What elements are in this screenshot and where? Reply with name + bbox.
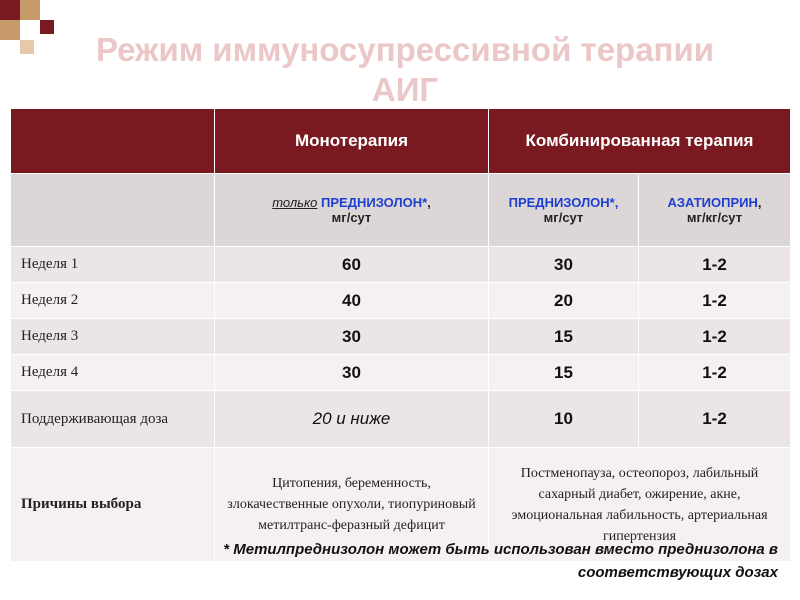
pred-dose: 20 <box>489 283 639 319</box>
aza-dose: 1-2 <box>639 355 791 391</box>
only-label: только <box>272 195 318 210</box>
reasons-mono: Цитопения, беременность, злокачественные опухоли, тиопуриновый метилтранс-феразный дефицит <box>215 448 489 562</box>
aza-dose: 1-2 <box>639 247 791 283</box>
subheader-empty-cell <box>11 174 215 247</box>
table-row <box>11 355 791 391</box>
row-label: Поддерживающая доза <box>11 391 215 448</box>
table-row <box>11 247 791 283</box>
header-monotherapy: Монотерапия <box>215 109 489 174</box>
mono-dose: 40 <box>215 283 489 319</box>
page-title: Режим иммуносупрессивной терапии АИГ <box>95 31 715 108</box>
pred-unit: мг/сут <box>543 210 584 225</box>
mono-dose: 30 <box>215 355 489 391</box>
row-label: Неделя 3 <box>11 319 215 355</box>
mono-dose: 30 <box>215 319 489 355</box>
header-row <box>11 109 791 174</box>
row-label: Неделя 4 <box>11 355 215 391</box>
aza-drug: АЗАТИОПРИН <box>667 195 758 210</box>
header-empty-cell <box>11 109 215 174</box>
reasons-combo: Постменопауза, остеопороз, лабильный сахарный диабет, ожирение, акне, эмоциональная лабильность, артериальная гипертензия <box>489 448 791 562</box>
row-label: Неделя 2 <box>11 283 215 319</box>
header-combination: Комбинированная терапия <box>489 109 791 174</box>
table-row <box>11 283 791 319</box>
footnote: * Метилпреднизолон может быть использован вместо преднизолона в соответствующих дозах <box>223 541 778 581</box>
subheader-row <box>11 174 791 247</box>
subheader-prednisolone <box>489 174 639 247</box>
pred-dose: 30 <box>489 247 639 283</box>
pred-dose: 15 <box>489 319 639 355</box>
table-row <box>11 391 791 448</box>
row-label: Неделя 1 <box>11 247 215 283</box>
reasons-label: Причины выбора <box>11 448 215 562</box>
mono-unit: мг/сут <box>331 210 372 225</box>
pred-dose: 10 <box>489 391 639 448</box>
mono-drug: ПРЕДНИЗОЛОН* <box>321 195 428 210</box>
pred-dose: 15 <box>489 355 639 391</box>
therapy-table <box>10 108 791 562</box>
mono-comma: , <box>427 195 431 210</box>
aza-dose: 1-2 <box>639 319 791 355</box>
table-row <box>11 319 791 355</box>
aza-dose: 1-2 <box>639 283 791 319</box>
subheader-mono <box>215 174 489 247</box>
pred-drug: ПРЕДНИЗОЛОН*, <box>508 195 619 210</box>
corner-decoration <box>0 0 60 60</box>
aza-comma: , <box>757 195 762 210</box>
aza-dose: 1-2 <box>639 391 791 448</box>
mono-dose: 20 и ниже <box>215 391 489 448</box>
subheader-azathioprine <box>639 174 791 247</box>
aza-unit: мг/кг/сут <box>686 210 743 225</box>
mono-dose: 60 <box>215 247 489 283</box>
